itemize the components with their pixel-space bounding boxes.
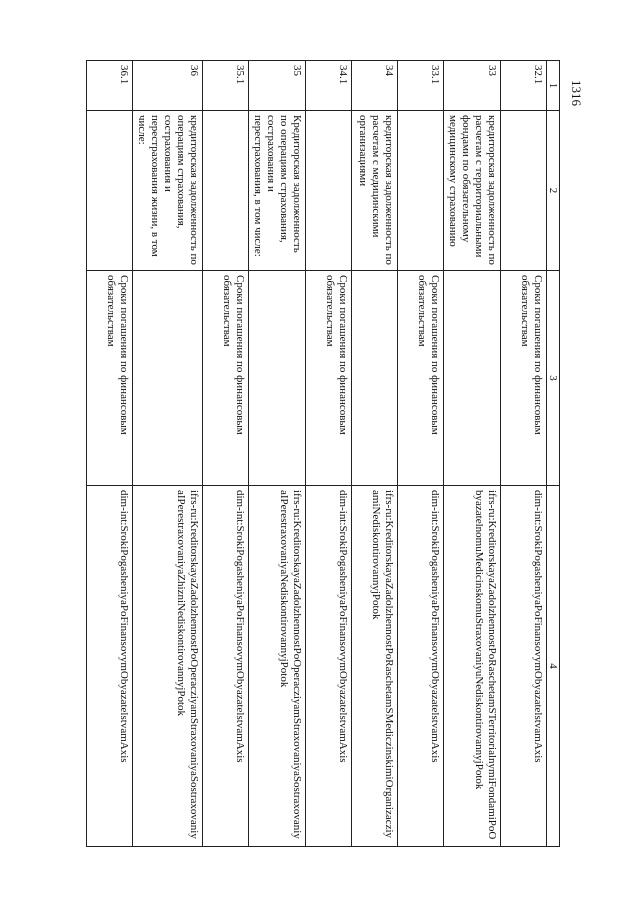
row-name: Кредиторская задолженность по операциям страхования, сострахования и перестрахования, в том числе: xyxy=(249,111,306,271)
row-number: 35 xyxy=(249,61,306,111)
header-col-1: 1 xyxy=(547,61,560,111)
page-number: 1316 xyxy=(569,80,584,106)
row-code: dim-int:SrokiPogasheniyaPoFinansovymObyazatelstvamAxis xyxy=(306,486,352,847)
table-row xyxy=(306,61,352,847)
row-number: 33.1 xyxy=(398,61,444,111)
table-row xyxy=(203,61,249,847)
row-number: 35.1 xyxy=(203,61,249,111)
row-name: кредиторская задолженность по расчетам с медицинскими организациями xyxy=(352,111,398,271)
row-number: 34 xyxy=(352,61,398,111)
row-name: кредиторская задолженность по операциям страхования, сострахования и перестрахования жизни, в том числе: xyxy=(133,111,203,271)
row-name xyxy=(398,111,444,271)
row-description: Сроки погашения по финансовым обязательствам xyxy=(398,271,444,486)
table-row xyxy=(352,61,398,847)
row-description xyxy=(249,271,306,486)
row-description: Сроки погашения по финансовым обязательствам xyxy=(203,271,249,486)
row-code: ifrs-ru:KreditorskayaZadolzhennostPoRaschetamSTerritorialnymiFondamiPoObyazatelnomuMedicinskomuStraxovaniyuNediskontirovannyjPotok xyxy=(444,486,501,847)
row-code: ifrs-ru:KreditorskayaZadolzhennostPoOperacziyamStraxovaniyaSostraxovaniyaIPerestraxovaniyaNediskontirovannyjPotok xyxy=(249,486,306,847)
table-row xyxy=(501,61,547,847)
row-number: 32.1 xyxy=(501,61,547,111)
row-description: Сроки погашения по финансовым обязательствам xyxy=(501,271,547,486)
row-number: 36.1 xyxy=(87,61,133,111)
row-name xyxy=(203,111,249,271)
row-description: Сроки погашения по финансовым обязательствам xyxy=(87,271,133,486)
table-row xyxy=(87,61,133,847)
header-col-3: 3 xyxy=(547,271,560,486)
row-description xyxy=(444,271,501,486)
row-name xyxy=(306,111,352,271)
row-code: dim-int:SrokiPogasheniyaPoFinansovymObyazatelstvamAxis xyxy=(501,486,547,847)
rotated-page xyxy=(106,60,560,846)
row-code: ifrs-ru:KreditorskayaZadolzhennostPoOperacziyamStraxovaniyaSostraxovaniyaIPerestraxovaniyaZhizniNediskontirovannyjPotok xyxy=(133,486,203,847)
row-number: 36 xyxy=(133,61,203,111)
table-row xyxy=(133,61,203,847)
row-name xyxy=(501,111,547,271)
row-number: 34.1 xyxy=(306,61,352,111)
row-number: 33 xyxy=(444,61,501,111)
row-name: кредиторская задолженность по расчетам с территориальными фондами по обязательному медицинскому страхованию xyxy=(444,111,501,271)
header-col-2: 2 xyxy=(547,111,560,271)
row-name xyxy=(87,111,133,271)
row-description: Сроки погашения по финансовым обязательствам xyxy=(306,271,352,486)
table-row xyxy=(444,61,501,847)
row-code: dim-int:SrokiPogasheniyaPoFinansovymObyazatelstvamAxis xyxy=(398,486,444,847)
row-code: dim-int:SrokiPogasheniyaPoFinansovymObyazatelstvamAxis xyxy=(87,486,133,847)
table-row xyxy=(398,61,444,847)
header-row xyxy=(547,61,560,847)
row-code: ifrs-ru:KreditorskayaZadolzhennostPoRaschetamSMediczinskimiOrganizacziyamiNediskontirovannyjPotok xyxy=(352,486,398,847)
row-code: dim-int:SrokiPogasheniyaPoFinansovymObyazatelstvamAxis xyxy=(203,486,249,847)
row-description xyxy=(352,271,398,486)
header-col-4: 4 xyxy=(547,486,560,847)
data-table xyxy=(86,60,560,847)
table-row xyxy=(249,61,306,847)
row-description xyxy=(133,271,203,486)
